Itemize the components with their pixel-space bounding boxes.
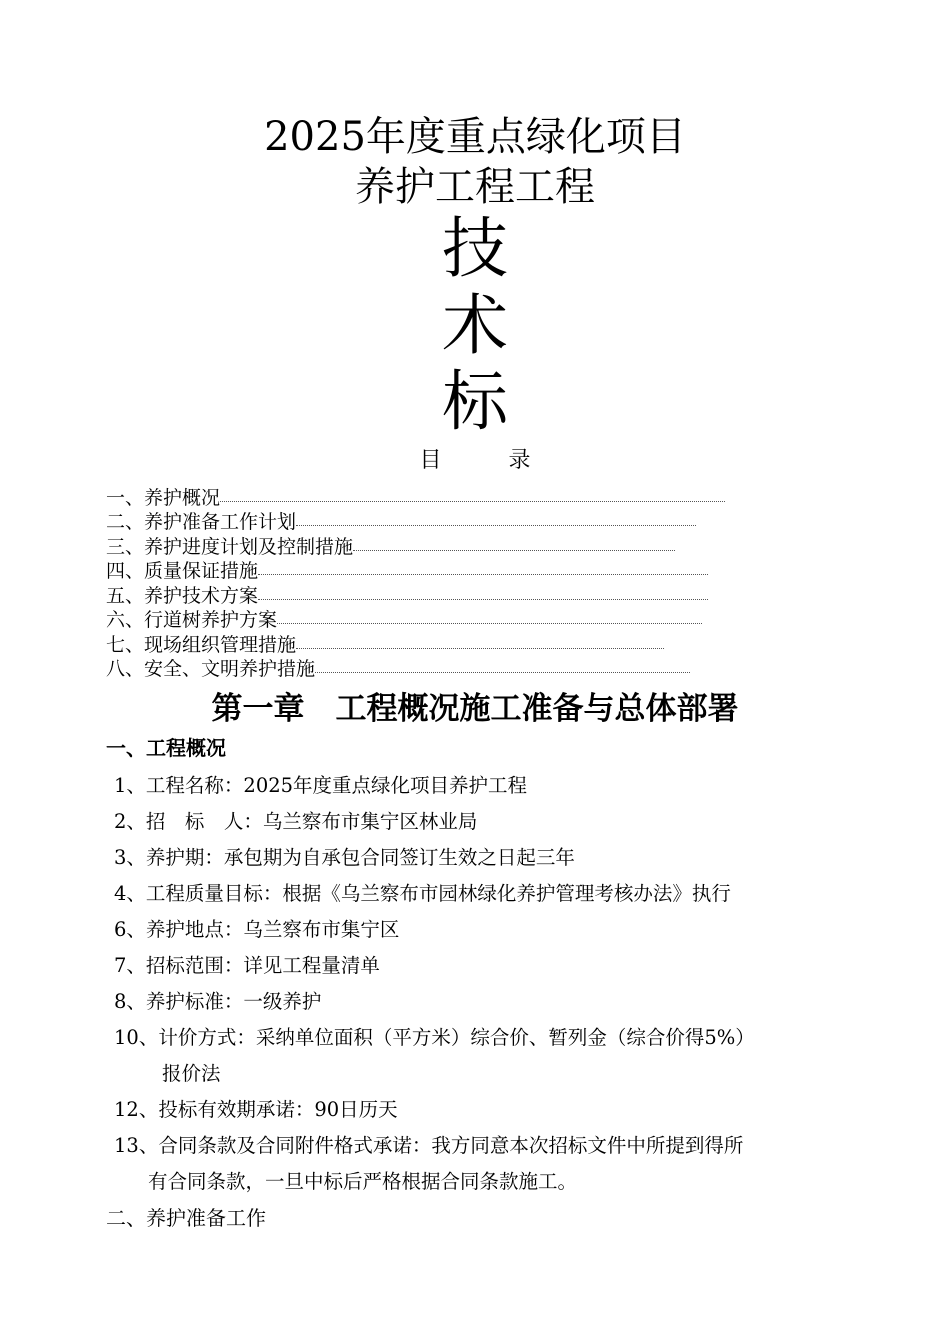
list-item: 3、养护期：承包期为自承包合同签订生效之日起三年 — [114, 846, 575, 869]
list-item: 8、养护标准：一级养护 — [114, 990, 322, 1013]
toc-leader-dots — [296, 525, 696, 526]
toc-item[interactable] — [106, 583, 766, 608]
toc-item[interactable] — [106, 632, 766, 657]
cover-big-char-2: 术 — [442, 287, 508, 364]
list-item-continuation: 有合同条款，一旦中标后严格根据合同条款施工。 — [148, 1170, 578, 1193]
toc-leader-dots — [258, 574, 708, 575]
cover-big-char-3: 标 — [442, 363, 508, 440]
toc-item-label: 三、养护进度计划及控制措施 — [106, 535, 354, 558]
toc-item-label: 四、质量保证措施 — [106, 560, 259, 582]
toc-leader-dots — [277, 623, 702, 624]
toc-leader-dots — [258, 599, 708, 600]
toc-leader-dots — [220, 501, 725, 502]
toc-item-label: 二、养护准备工作计划 — [106, 511, 297, 533]
toc-item[interactable] — [106, 510, 766, 535]
toc-item-label: 一、养护概况 — [106, 486, 221, 509]
section-heading-preparation: 二、养护准备工作 — [106, 1206, 266, 1230]
toc-leader-dots — [353, 550, 675, 551]
chapter-heading: 第一章 工程概况施工准备与总体部署 — [211, 691, 739, 727]
list-item: 2、招 标 人：乌兰察布市集宁区林业局 — [114, 810, 478, 833]
list-item: 13、合同条款及合同附件格式承诺：我方同意本次招标文件中所提到得所 — [114, 1134, 744, 1157]
toc-leader-dots — [296, 648, 664, 649]
table-of-contents — [106, 485, 766, 681]
list-item: 12、投标有效期承诺：90日历天 — [114, 1098, 398, 1121]
project-overview-list — [114, 768, 874, 1200]
toc-item[interactable] — [106, 485, 766, 510]
list-item: 4、工程质量目标：根据《乌兰察布市园林绿化养护管理考核办法》执行 — [114, 882, 731, 905]
list-item-continuation: 报价法 — [162, 1062, 221, 1085]
list-item: 10、计价方式：采纳单位面积（平方米）综合价、暂列金（综合价得5%） — [114, 1026, 755, 1049]
cover-big-char-1: 技 — [442, 210, 508, 287]
cover-title-line2: 养护工程工程 — [355, 164, 595, 210]
toc-leader-dots — [315, 672, 690, 673]
toc-item[interactable] — [106, 559, 766, 584]
toc-title: 目 录 — [419, 448, 561, 473]
toc-item-label: 七、现场组织管理措施 — [106, 633, 297, 656]
toc-item-label: 六、行道树养护方案 — [106, 609, 278, 631]
toc-item-label: 八、安全、文明养护措施 — [106, 658, 316, 680]
cover-title-line1: 2025年度重点绿化项目 — [264, 114, 686, 160]
list-item: 7、招标范围：详见工程量清单 — [114, 954, 380, 977]
toc-item[interactable] — [106, 534, 766, 559]
toc-item[interactable] — [106, 657, 766, 682]
toc-item[interactable] — [106, 608, 766, 633]
toc-item-label: 五、养护技术方案 — [106, 584, 259, 607]
list-item: 6、养护地点：乌兰察布市集宁区 — [114, 918, 400, 941]
section-heading-overview: 一、工程概况 — [106, 736, 226, 760]
list-item: 1、工程名称：2025年度重点绿化项目养护工程 — [114, 774, 528, 797]
